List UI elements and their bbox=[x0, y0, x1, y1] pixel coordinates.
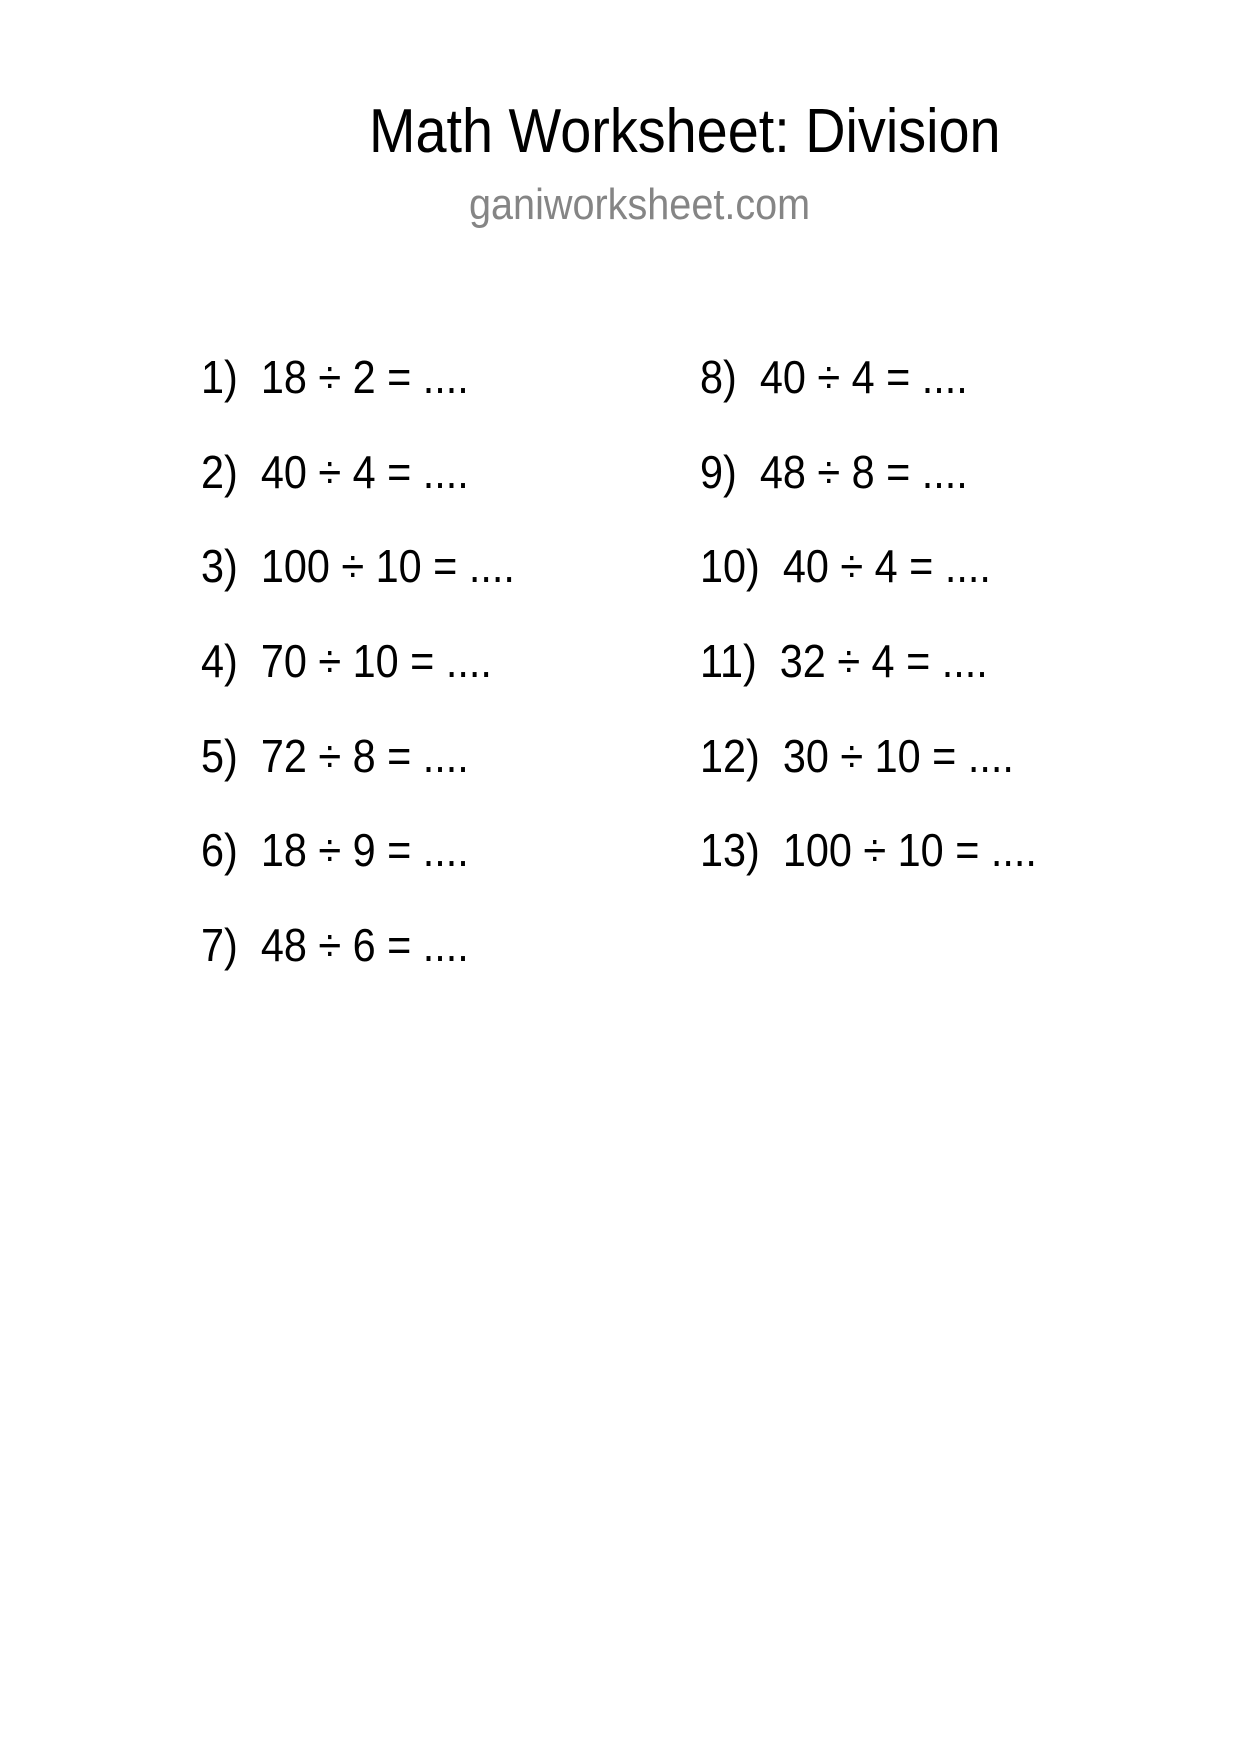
problem-3: 3) 100 ÷ 10 = .... bbox=[201, 540, 515, 592]
page-title: Math Worksheet: Division bbox=[369, 97, 1001, 166]
problem-9: 9) 48 ÷ 8 = .... bbox=[700, 446, 968, 498]
problem-2: 2) 40 ÷ 4 = .... bbox=[201, 446, 469, 498]
problem-8: 8) 40 ÷ 4 = .... bbox=[700, 351, 968, 403]
problem-10: 10) 40 ÷ 4 = .... bbox=[700, 540, 991, 592]
site-subtitle: ganiworksheet.com bbox=[469, 180, 811, 229]
problem-1: 1) 18 ÷ 2 = .... bbox=[201, 351, 469, 403]
problem-6: 6) 18 ÷ 9 = .... bbox=[201, 824, 469, 876]
problem-4: 4) 70 ÷ 10 = .... bbox=[201, 635, 492, 687]
problem-11: 11) 32 ÷ 4 = .... bbox=[700, 635, 988, 687]
problem-12: 12) 30 ÷ 10 = .... bbox=[700, 730, 1014, 782]
problem-13: 13) 100 ÷ 10 = .... bbox=[700, 824, 1037, 876]
problem-5: 5) 72 ÷ 8 = .... bbox=[201, 730, 469, 782]
problem-7: 7) 48 ÷ 6 = .... bbox=[201, 919, 469, 971]
